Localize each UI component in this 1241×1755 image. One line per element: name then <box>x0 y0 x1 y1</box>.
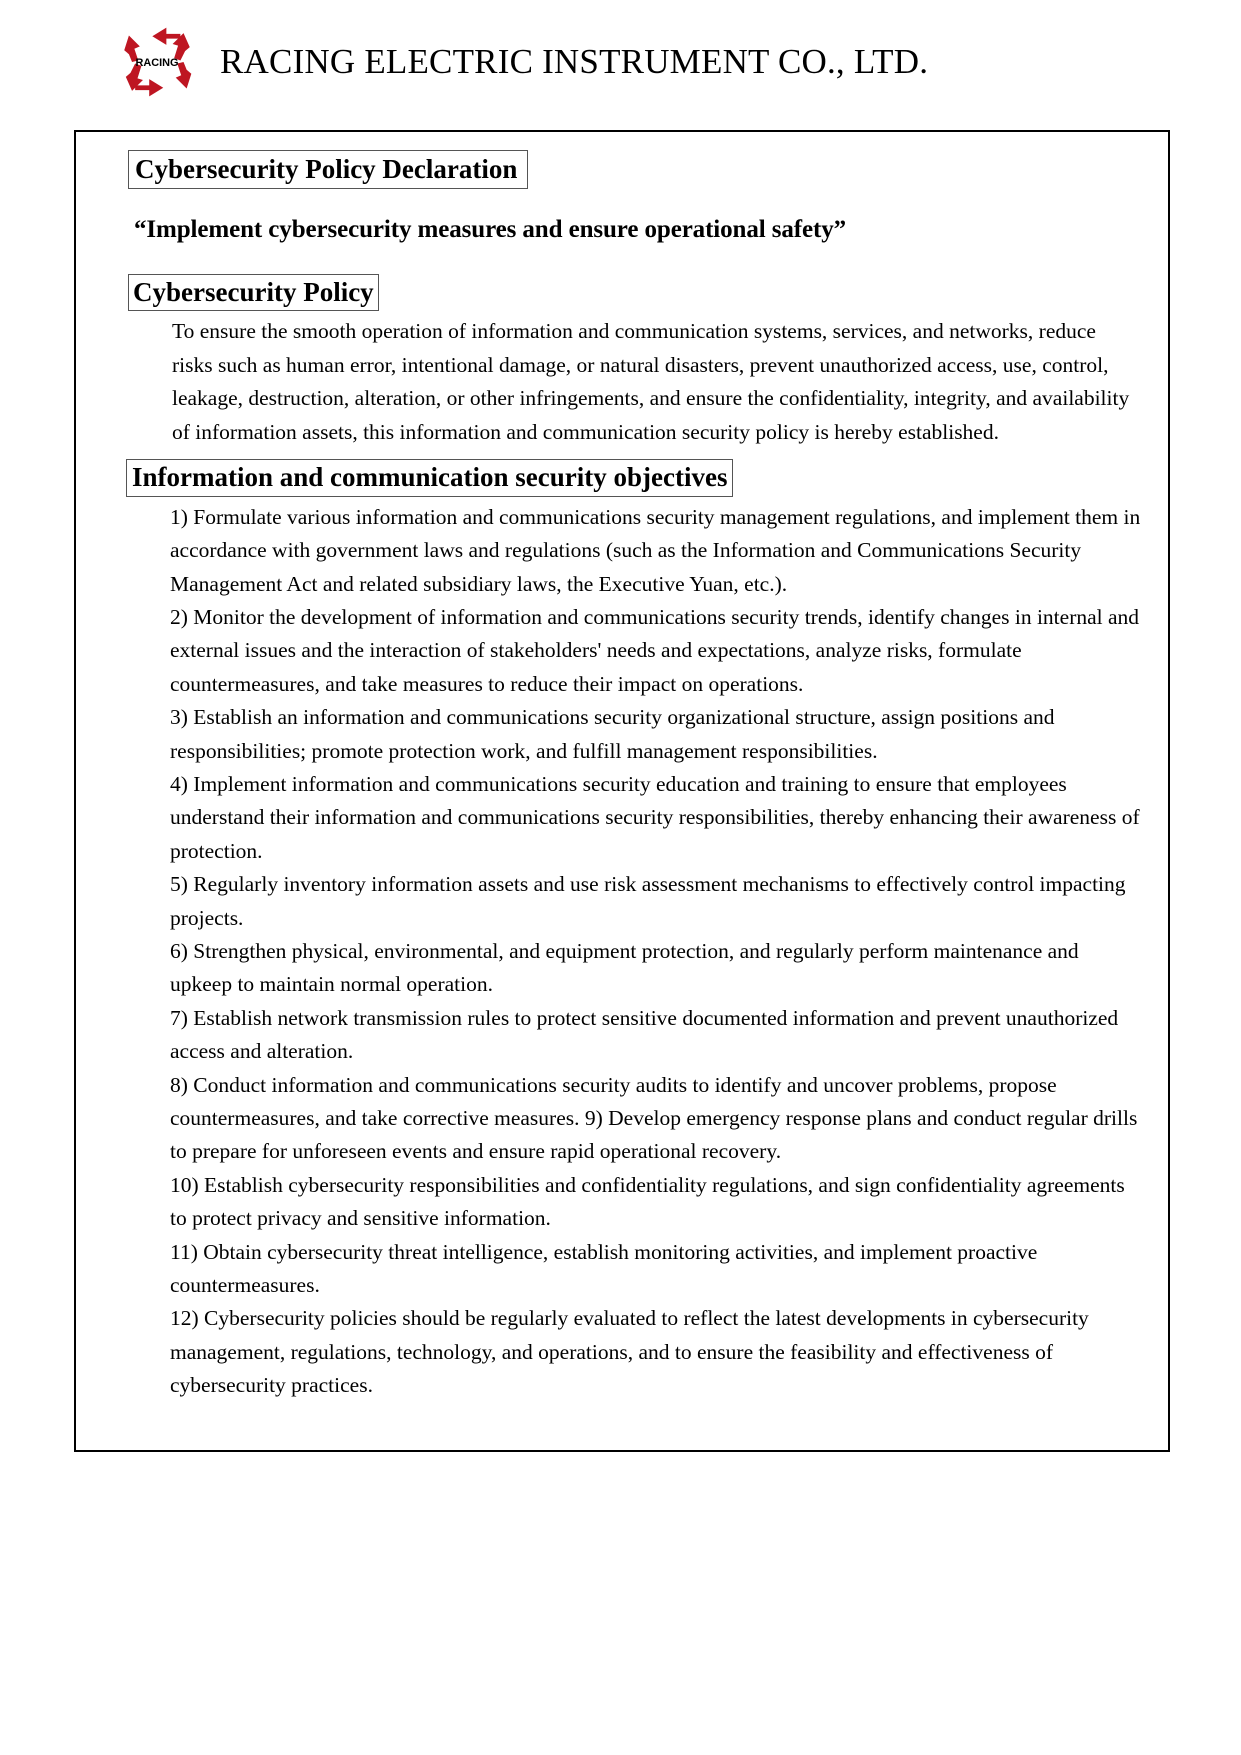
racing-logo-icon <box>118 23 196 101</box>
objective-item: 2) Monitor the development of information and communications security trends, identify changes in internal and external issues and the interaction of stakeholders' needs and expectations, analyze risks, formulate countermeasures, and take measures to reduce their impact on operations. <box>170 604 1140 696</box>
objectives-heading: Information and communication security objectives <box>126 459 733 496</box>
policy-body-paragraph: To ensure the smooth operation of information and communication systems, services, and networks, reduce risks such as human error, intentional damage, or natural disasters, prevent unauthorized access, use, control, leakage, destruction, alteration, or other infringements, and ensure the confidentiality, integrity, and availability of information assets, this information and communication security policy is hereby established. <box>172 319 1130 444</box>
objective-item: 3) Establish an information and communications security organizational structure, assign positions and responsibilities; promote protection work, and fulfill management responsibilities. <box>170 705 1055 763</box>
objectives-list <box>100 501 1146 1403</box>
objective-item: 10) Establish cybersecurity responsibilities and confidentiality regulations, and sign confidentiality agreements to protect privacy and sensitive information. <box>170 1172 1125 1231</box>
objective-item: 4) Implement information and communications security education and training to ensure that employees understand their information and communications security responsibilities, thereby enhancing their awareness of protection. <box>170 771 1140 863</box>
objective-item: 11) Obtain cybersecurity threat intelligence, establish monitoring activities, and implement proactive countermeasures. <box>170 1239 1038 1298</box>
objective-item: 1) Formulate various information and communications security management regulations, and implement them in accordance with government laws and regulations (such as the Information and Communications Security Management Act and related subsidiary laws, the Executive Yuan, etc.). <box>170 504 1141 596</box>
declaration-heading: Cybersecurity Policy Declaration <box>128 150 528 189</box>
objective-item: 7) Establish network transmission rules to protect sensitive documented information and prevent unauthorized access and alteration. <box>170 1005 1119 1064</box>
policy-heading: Cybersecurity Policy <box>128 274 379 311</box>
document-frame <box>74 130 1170 1452</box>
objective-item: 12) Cybersecurity policies should be regularly evaluated to reflect the latest developments in cybersecurity management, regulations, technology, and operations, and to ensure the feasibility and effectiveness of cybersecurity practices. <box>170 1306 1089 1398</box>
objective-item: 6) Strengthen physical, environmental, and equipment protection, and regularly perform maintenance and upkeep to maintain normal operation. <box>170 938 1079 997</box>
objective-item: 8) Conduct information and communications security audits to identify and uncover problems, propose countermeasures, and take corrective measures. 9) Develop emergency response plans and conduct regular drills to prepare for unforeseen events and ensure rapid operational recovery. <box>170 1072 1138 1164</box>
racing-logo-text: RACING <box>135 56 179 69</box>
objective-item: 5) Regularly inventory information assets and use risk assessment mechanisms to effectively control impacting projects. <box>170 872 1126 930</box>
letterhead <box>0 0 1241 96</box>
company-name: RACING ELECTRIC INSTRUMENT CO., LTD. <box>220 42 929 81</box>
policy-slogan: “Implement cybersecurity measures and ensure operational safety” <box>134 216 847 244</box>
policy-body <box>100 315 1146 449</box>
